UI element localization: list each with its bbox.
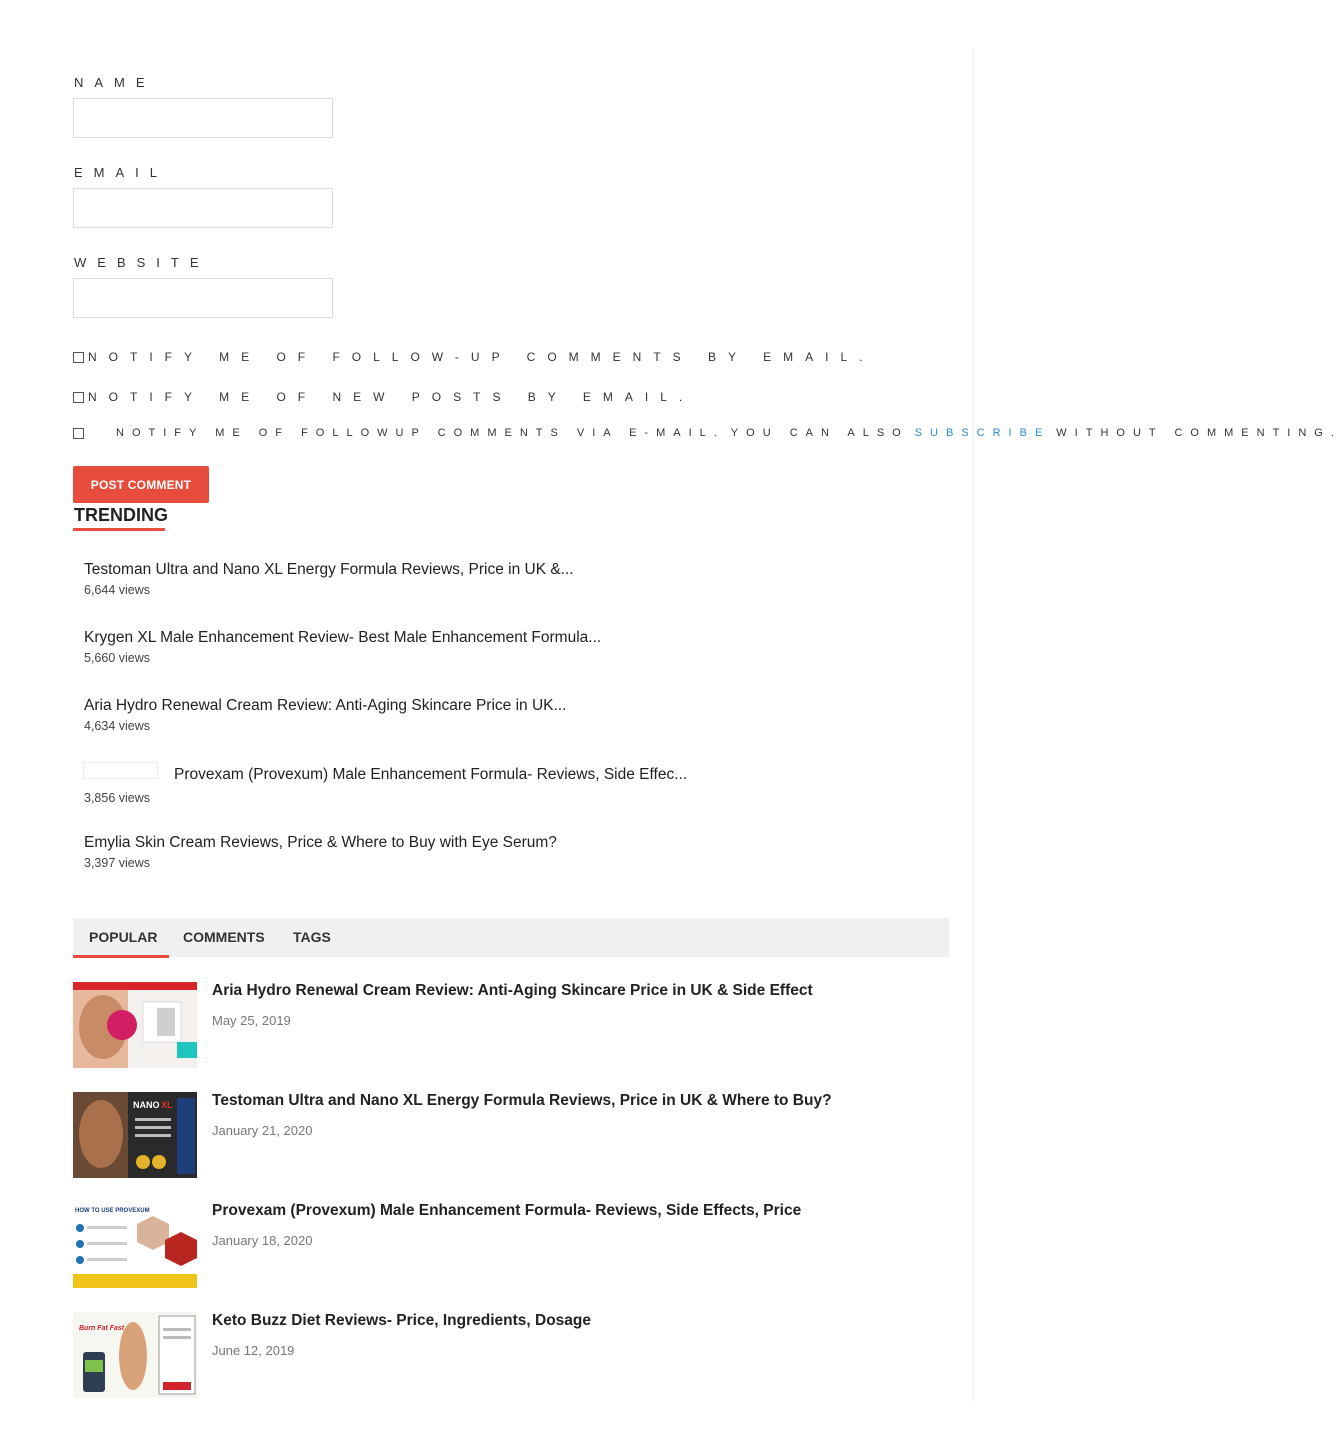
tab-popular[interactable]: POPULAR: [89, 929, 158, 945]
email-input[interactable]: [73, 188, 333, 228]
post-date: May 25, 2019: [212, 1013, 291, 1028]
post-title[interactable]: Provexam (Provexum) Male Enhancement Formula- Reviews, Side Effects, Price: [212, 1202, 802, 1219]
email-label: EMAIL: [74, 165, 169, 180]
notify-posts-checkbox[interactable]: [73, 392, 84, 403]
tab-active-indicator: [73, 955, 169, 958]
subscribe-link[interactable]: SUBSCRIBE: [914, 427, 1051, 439]
trending-item-title[interactable]: Krygen XL Male Enhancement Review- Best Male Enhancement Formula...: [84, 629, 602, 646]
notify-posts-row: [73, 389, 694, 405]
svg-text:NANO: NANO: [133, 1100, 160, 1110]
trending-item[interactable]: [84, 697, 566, 733]
tab-comments[interactable]: COMMENTS: [183, 929, 265, 945]
trending-item-views: 3,397 views: [84, 856, 151, 870]
trending-item-title[interactable]: Testoman Ultra and Nano XL Energy Formula Reviews, Price in UK &...: [84, 561, 574, 578]
post-thumbnail[interactable]: [73, 982, 197, 1068]
svg-text:Burn Fat Fast: Burn Fat Fast: [79, 1325, 125, 1332]
trending-item-title[interactable]: Aria Hydro Renewal Cream Review: Anti-Aging Skincare Price in UK...: [84, 697, 567, 714]
notify-followup-row: [73, 349, 875, 365]
trending-item[interactable]: [174, 766, 687, 784]
popular-post[interactable]: [73, 982, 949, 1068]
trending-item-title[interactable]: Provexam (Provexum) Male Enhancement Formula- Reviews, Side Effec...: [174, 766, 688, 783]
trending-item[interactable]: [84, 834, 557, 870]
post-thumbnail-image: [73, 1202, 197, 1288]
name-input[interactable]: [73, 98, 333, 138]
website-label: WEBSITE: [74, 255, 210, 270]
post-date: January 21, 2020: [212, 1123, 313, 1138]
post-thumbnail[interactable]: [73, 1312, 197, 1398]
content-border: [973, 48, 974, 1403]
popular-post[interactable]: [73, 1312, 949, 1398]
post-title[interactable]: Testoman Ultra and Nano XL Energy Formula Reviews, Price in UK & Where to Buy?: [212, 1092, 832, 1109]
trending-item[interactable]: [84, 561, 574, 597]
post-title[interactable]: Aria Hydro Renewal Cream Review: Anti-Aging Skincare Price in UK & Side Effect: [212, 982, 813, 999]
tab-bar: [73, 918, 949, 957]
post-date: January 18, 2020: [212, 1233, 313, 1248]
notify-followup-label: NOTIFY ME OF FOLLOW-UP COMMENTS BY EMAIL.: [88, 350, 875, 364]
popular-post[interactable]: [73, 1202, 949, 1288]
trending-underline: [73, 528, 165, 531]
post-thumbnail[interactable]: [73, 1092, 197, 1178]
popular-post[interactable]: [73, 1092, 949, 1178]
post-date: June 12, 2019: [212, 1343, 295, 1358]
notify-followup2-label: NOTIFY ME OF FOLLOWUP COMMENTS VIA E-MAIL.: [116, 427, 725, 439]
trending-title: TRENDING: [74, 505, 168, 525]
trending-item-views: 6,644 views: [84, 583, 151, 597]
trending-item[interactable]: [84, 629, 601, 665]
trending-item-views: 3,856 views: [84, 791, 151, 805]
post-title[interactable]: Keto Buzz Diet Reviews- Price, Ingredients, Dosage: [212, 1312, 591, 1329]
name-label: NAME: [74, 75, 156, 90]
website-input[interactable]: [73, 278, 333, 318]
trending-item-views: 4,634 views: [84, 719, 151, 733]
notify-followup2-row: [73, 425, 1342, 441]
notify-followup2-checkbox[interactable]: [73, 428, 84, 439]
post-thumbnail-image: [73, 1092, 197, 1178]
post-thumbnail-image: [73, 1312, 197, 1398]
trending-item-title[interactable]: Emylia Skin Cream Reviews, Price & Where to Buy with Eye Serum?: [84, 834, 557, 851]
post-thumbnail-image: [73, 982, 197, 1068]
tab-tags[interactable]: TAGS: [293, 929, 331, 945]
post-thumbnail[interactable]: [73, 1202, 197, 1288]
subscribe-tail: WITHOUT COMMENTING.: [1056, 427, 1342, 439]
trending-thumbnail[interactable]: [83, 762, 158, 779]
post-comment-button[interactable]: POST COMMENT: [73, 466, 209, 503]
trending-item-views: 5,660 views: [84, 651, 151, 665]
svg-text:XL: XL: [161, 1100, 173, 1110]
svg-text:HOW TO USE PROVEXUM: HOW TO USE PROVEXUM: [75, 1208, 150, 1214]
subscribe-text: YOU CAN ALSO: [730, 427, 909, 439]
notify-posts-label: NOTIFY ME OF NEW POSTS BY EMAIL.: [88, 390, 695, 404]
notify-followup-checkbox[interactable]: [73, 352, 84, 363]
